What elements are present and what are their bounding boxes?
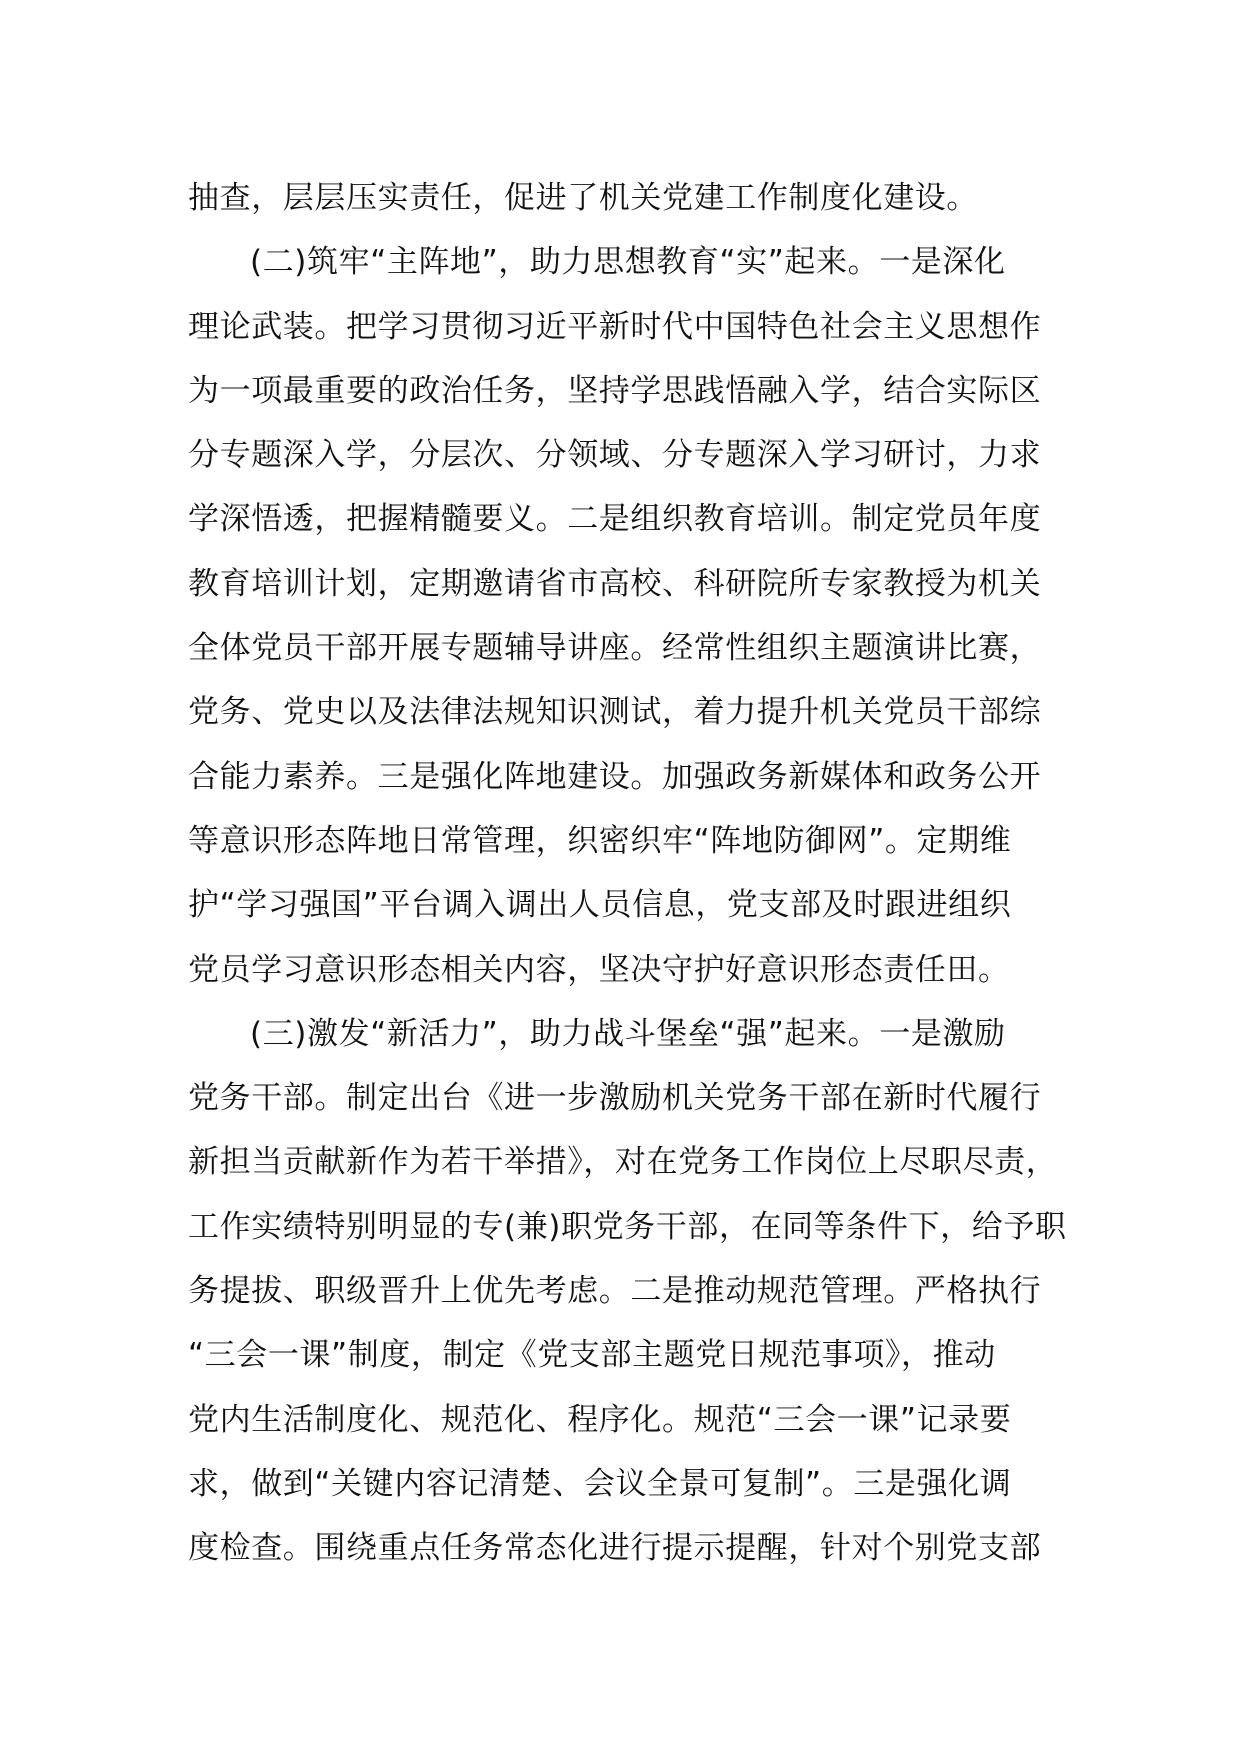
text-line: 党务、党史以及法律法规知识测试，着力提升机关党员干部综: [188, 694, 1042, 731]
text-line: 理论武装。把学习贯彻习近平新时代中国特色社会主义思想作: [188, 308, 1042, 345]
body-text: [188, 166, 1068, 1581]
text-line: 分专题深入学，分层次、分领域、分专题深入学习研讨，力求: [188, 437, 1042, 474]
text-line: 求，做到“关键内容记清楚、会议全景可复制”。三是强化调: [188, 1465, 1012, 1502]
text-line: 护“学习强国”平台调入调出人员信息，党支部及时跟进组织: [188, 887, 1012, 924]
text-line: 党内生活制度化、规范化、程序化。规范“三会一课”记录要: [188, 1401, 1012, 1438]
text-line: 度检查。围绕重点任务常态化进行提示提醒，针对个别党支部: [188, 1530, 1042, 1567]
text-line: 为一项最重要的政治任务，坚持学思践悟融入学，结合实际区: [188, 372, 1042, 409]
text-line: 等意识形态阵地日常管理，织密织牢“阵地防御网”。定期维: [188, 822, 1012, 859]
text-line: 合能力素养。三是强化阵地建设。加强政务新媒体和政务公开: [188, 758, 1042, 795]
text-line: 新担当贡献新作为若干举措》，对在党务工作岗位上尽职尽责，: [188, 1144, 1058, 1181]
text-line: 党员学习意识形态相关内容，坚决守护好意识形态责任田。: [188, 951, 1010, 988]
text-line: 工作实绩特别明显的专(兼)职党务干部，在同等条件下，给予职: [188, 1208, 1067, 1245]
text-line: 党务干部。制定出台《进一步激励机关党务干部在新时代履行: [188, 1080, 1042, 1117]
text-line: 务提拔、职级晋升上优先考虑。二是推动规范管理。严格执行: [188, 1273, 1042, 1310]
section-heading-line: (三)激发“新活力”，助力战斗堡垒“强”起来。一是激励: [250, 1015, 1006, 1052]
text-line: 抽查，层层压实责任，促进了机关党建工作制度化建设。: [188, 180, 978, 216]
text-line: 全体党员干部开展专题辅导讲座。经常性组织主题演讲比赛，: [188, 630, 1042, 667]
text-line: 学深悟透，把握精髓要义。二是组织教育培训。制定党员年度: [188, 501, 1042, 538]
text-line: 教育培训计划，定期邀请省市高校、科研院所专家教授为机关: [188, 565, 1042, 602]
text-line: “三会一课”制度，制定《党支部主题党日规范事项》，推动: [188, 1337, 996, 1374]
section-heading-line: (二)筑牢“主阵地”，助力思想教育“实”起来。一是深化: [250, 244, 1006, 281]
